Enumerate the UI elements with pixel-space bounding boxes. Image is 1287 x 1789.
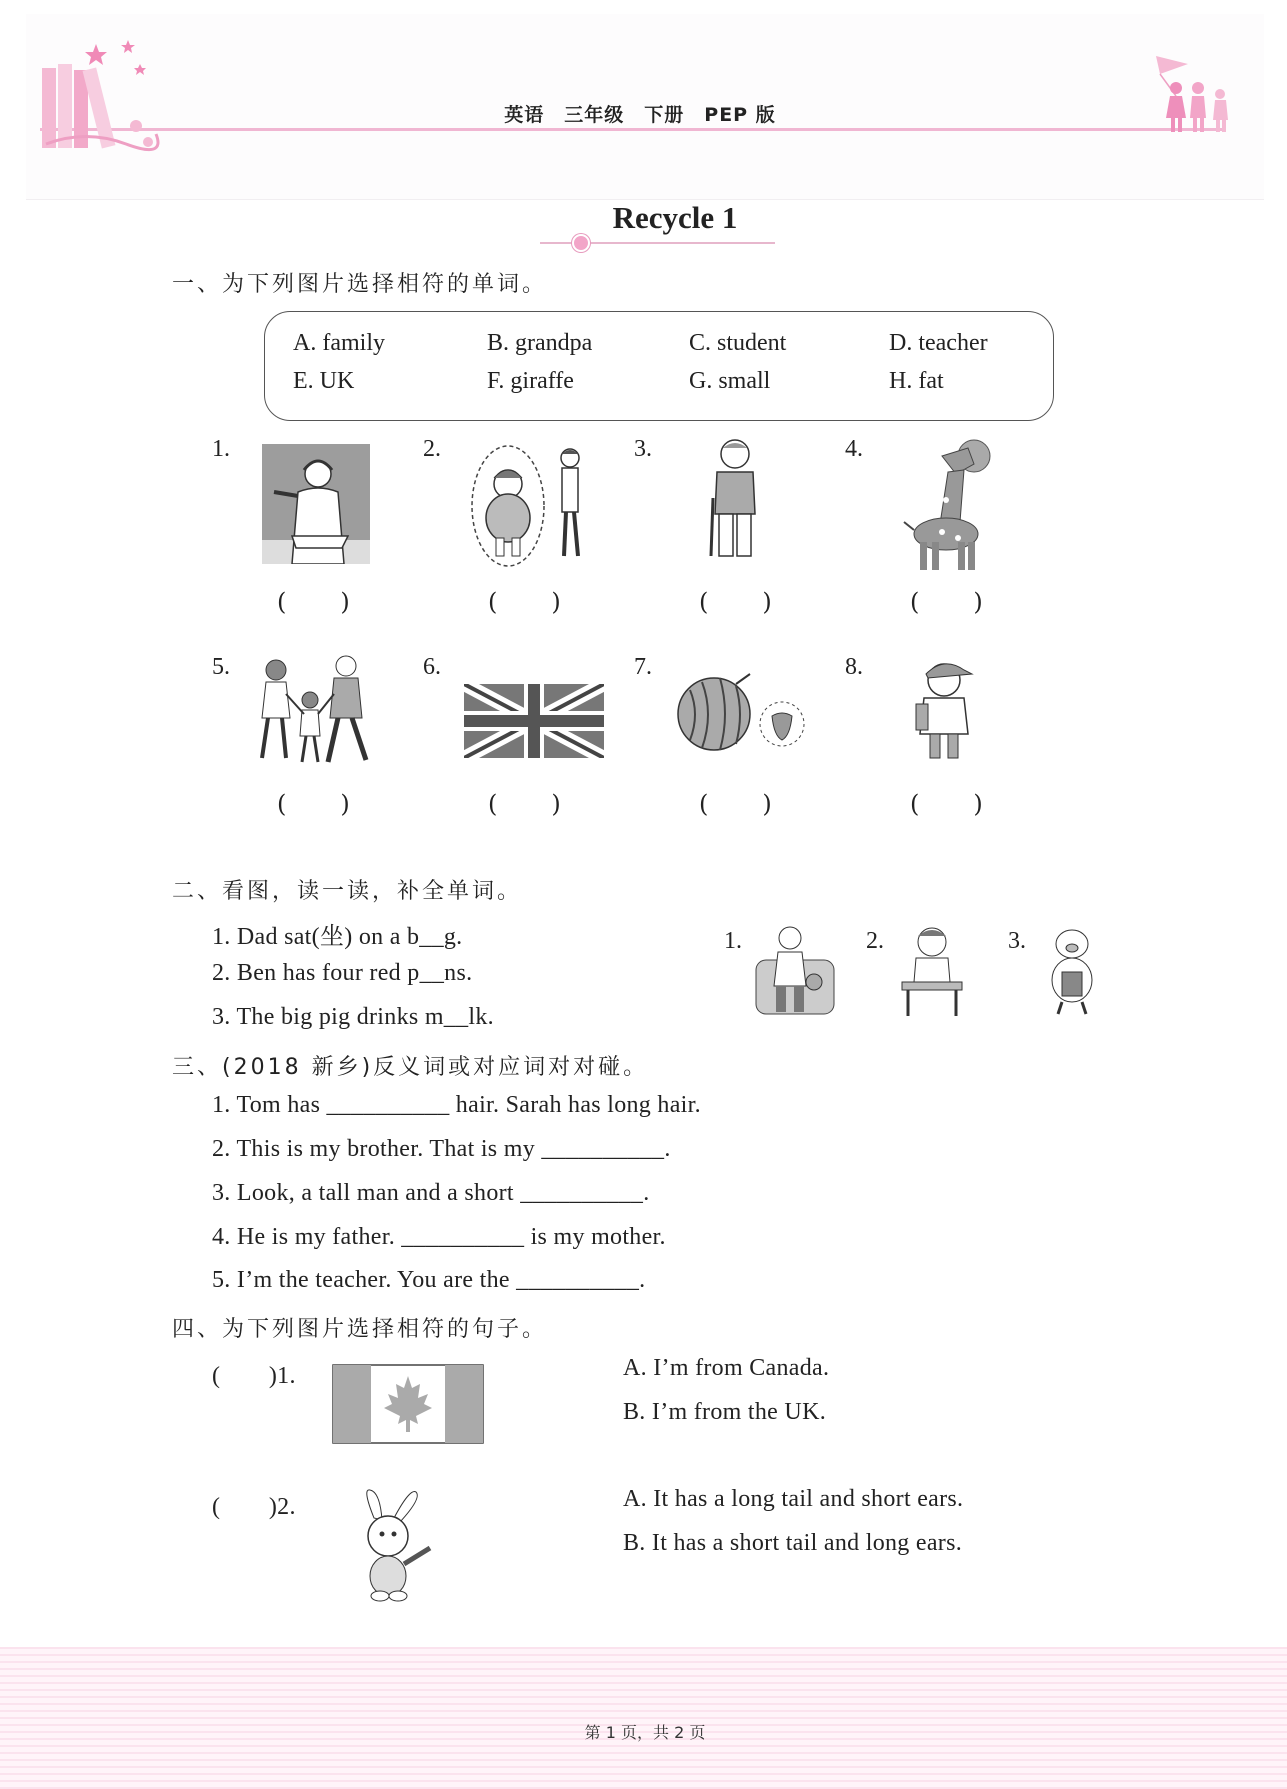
giraffe-picture: [902, 434, 998, 572]
family-picture: [254, 654, 370, 768]
word-options-box: [264, 311, 1054, 421]
picture-number-3: 3.: [634, 436, 652, 462]
q2-option-b: B. It has a short tail and long ears.: [623, 1530, 963, 1556]
section-2-picture-number-1: 1.: [724, 928, 742, 954]
answer-blank-2[interactable]: ( ): [488, 588, 563, 616]
option-b: B. grandpa: [487, 330, 593, 356]
footer-band: [0, 1647, 1287, 1789]
section-3-line-1: 1. Tom has __________ hair. Sarah has long hair.: [212, 1092, 701, 1118]
option-g: G. small: [689, 368, 771, 394]
section-2-line-3: 3. The big pig drinks m__lk.: [212, 1004, 494, 1030]
header-rule: [40, 128, 1226, 131]
header-children-decoration: [1140, 52, 1240, 136]
section-3-title: 三、(2018 新乡)反义词或对应词对对碰。: [172, 1055, 649, 1080]
answer-blank-1[interactable]: ( ): [277, 588, 352, 616]
section-2-picture-number-2: 2.: [866, 928, 884, 954]
option-h: H. fat: [889, 368, 944, 394]
dad-on-bag-picture: [754, 924, 836, 1016]
option-c: C. student: [689, 330, 787, 356]
picture-number-4: 4.: [845, 436, 863, 462]
picture-number-8: 8.: [845, 654, 863, 680]
picture-number-7: 7.: [634, 654, 652, 680]
section-1-title: 一、为下列图片选择相符的单词。: [172, 272, 548, 297]
q2-answer-label[interactable]: ( )2.: [212, 1494, 296, 1520]
section-2-line-1: 1. Dad sat(坐) on a b__g.: [212, 924, 463, 950]
section-3-line-3: 3. Look, a tall man and a short __________.: [212, 1180, 650, 1206]
option-e: E. UK: [293, 368, 355, 394]
section-3-line-5: 5. I’m the teacher. You are the __________.: [212, 1267, 646, 1293]
header-course-label: 英语 三年级 下册 PEP 版: [504, 104, 776, 126]
answer-blank-4[interactable]: ( ): [910, 588, 985, 616]
option-d: D. teacher: [889, 330, 988, 356]
answer-blank-3[interactable]: ( ): [699, 588, 774, 616]
picture-number-1: 1.: [212, 436, 230, 462]
answer-blank-8[interactable]: ( ): [910, 790, 985, 818]
watermelon-strawberry-picture: [676, 670, 810, 756]
section-3-line-4: 4. He is my father. __________ is my mother.: [212, 1224, 666, 1250]
page-title: Recycle 1: [612, 200, 738, 235]
canada-flag-picture: [332, 1364, 484, 1444]
page-number: 第 1 页，共 2 页: [584, 1723, 706, 1742]
picture-number-6: 6.: [423, 654, 441, 680]
section-2-picture-number-3: 3.: [1008, 928, 1026, 954]
picture-number-5: 5.: [212, 654, 230, 680]
section-2-title: 二、看图，读一读，补全单词。: [172, 879, 523, 904]
answer-blank-7[interactable]: ( ): [699, 790, 774, 818]
q1-option-b: B. I’m from the UK.: [623, 1399, 826, 1425]
title-dot-decoration: [572, 234, 590, 252]
option-a: A. family: [293, 330, 385, 356]
teacher-picture: [262, 444, 370, 564]
uk-flag-picture: [464, 684, 604, 758]
q1-answer-label[interactable]: ( )1.: [212, 1363, 296, 1389]
grandpa-picture: [705, 434, 765, 562]
picture-number-2: 2.: [423, 436, 441, 462]
student-picture: [908, 656, 980, 762]
q2-option-a: A. It has a long tail and short ears.: [623, 1486, 964, 1512]
section-2-line-2: 2. Ben has four red p__ns.: [212, 960, 473, 986]
header-books-decoration: [36, 34, 166, 154]
pig-drinking-milk-picture: [1036, 926, 1108, 1016]
section-4-title: 四、为下列图片选择相符的句子。: [172, 1317, 548, 1342]
rabbit-picture: [340, 1488, 436, 1604]
answer-blank-6[interactable]: ( ): [488, 790, 563, 818]
fat-boy-picture: [470, 444, 590, 568]
boy-with-pens-picture: [898, 924, 966, 1018]
answer-blank-5[interactable]: ( ): [277, 790, 352, 818]
section-3-line-2: 2. This is my brother. That is my __________.: [212, 1136, 671, 1162]
option-f: F. giraffe: [487, 368, 574, 394]
q1-option-a: A. I’m from Canada.: [623, 1355, 830, 1381]
